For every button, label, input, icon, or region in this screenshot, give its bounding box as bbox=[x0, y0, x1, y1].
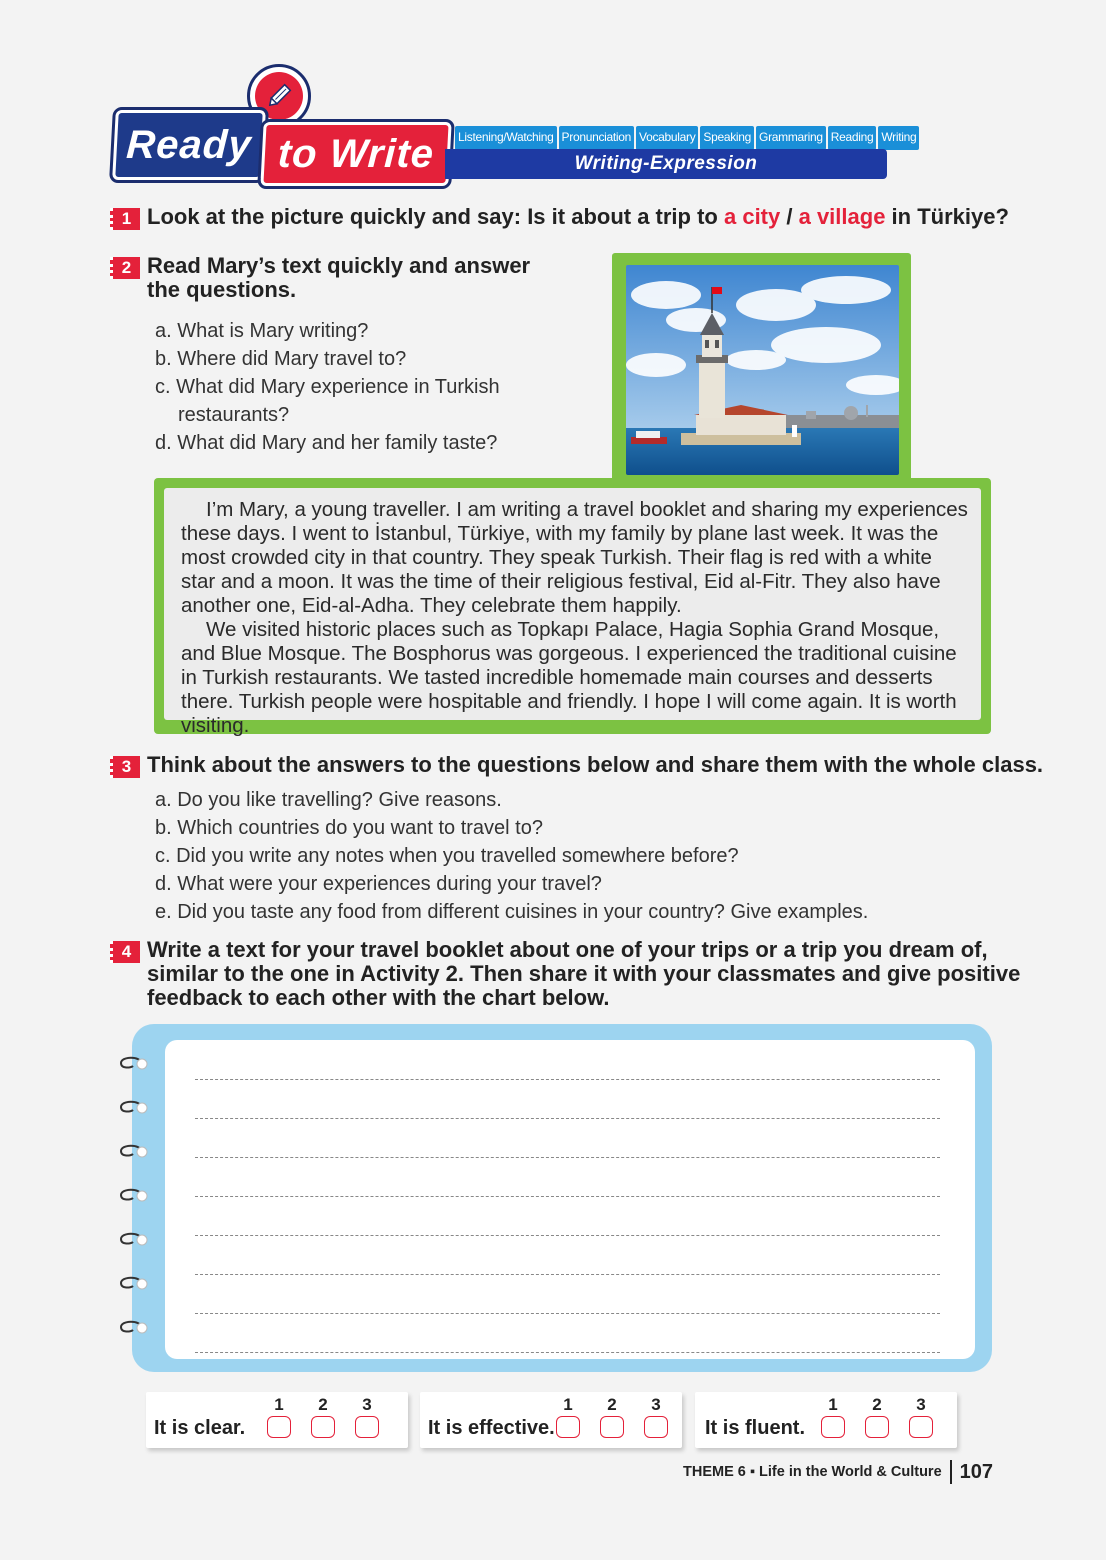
ready-to-write-banner bbox=[110, 62, 917, 192]
activity-2 bbox=[110, 254, 530, 302]
activity-2-line-1: Read Mary’s text quickly and answer bbox=[147, 253, 531, 278]
to-write-label: to Write bbox=[276, 131, 436, 176]
activity-number: 3 bbox=[110, 756, 140, 778]
rating-checkbox[interactable] bbox=[909, 1416, 933, 1438]
to-write-label-box bbox=[260, 122, 451, 186]
activity-number: 4 bbox=[110, 941, 140, 963]
activity-3-questions bbox=[155, 786, 868, 926]
maidens-tower-photo bbox=[626, 265, 899, 475]
activity-2-line-2: the questions. bbox=[147, 277, 297, 302]
section-subtitle: Writing-Expression bbox=[574, 153, 758, 174]
activity-number: 1 bbox=[110, 208, 140, 230]
pencil-icon bbox=[264, 81, 294, 111]
spiral-ring-icon bbox=[117, 1142, 149, 1162]
writing-line bbox=[195, 1157, 940, 1158]
question-item: b. Which countries do you want to travel to? bbox=[155, 817, 543, 839]
spiral-ring-icon bbox=[117, 1318, 149, 1338]
activity-2-text bbox=[147, 254, 530, 302]
rating-number: 1 bbox=[563, 1395, 573, 1414]
question-item: e. Did you taste any food from different cuisines in your country? Give examples. bbox=[155, 901, 869, 923]
mary-text-paragraph-1: I’m Mary, a young traveller. I am writing a travel booklet and sharing my experiences these days. I went to İstanbul, Türkiye, with my family by plane last week. It was the most crowded city in that country. They speak Turkish. Their flag is red with a white star and a moon. It was the time of their religious festival, Eid al-Fitr. They also have another one, Eid-al-Adha. They celebrate them happily. bbox=[181, 498, 968, 617]
rating-checkbox[interactable] bbox=[821, 1416, 845, 1438]
spiral-ring-icon bbox=[117, 1098, 149, 1118]
spiral-ring-icon bbox=[117, 1186, 149, 1206]
activity-4 bbox=[110, 938, 1020, 1010]
writing-area[interactable] bbox=[165, 1040, 975, 1359]
rating-number: 2 bbox=[607, 1395, 617, 1414]
mary-text-box bbox=[164, 488, 981, 737]
spiral-ring-icon bbox=[117, 1230, 149, 1250]
ready-label: Ready bbox=[125, 122, 253, 167]
activity-number: 2 bbox=[110, 257, 140, 279]
writing-line bbox=[195, 1118, 940, 1119]
activity-1-prompt: Look at the picture quickly and say: Is it about a trip to bbox=[147, 204, 724, 229]
rating-card-clear bbox=[146, 1392, 408, 1448]
rating-label: It is effective. bbox=[428, 1417, 555, 1439]
rating-number: 3 bbox=[651, 1395, 661, 1414]
writing-line bbox=[195, 1352, 940, 1353]
activity-1-text bbox=[147, 205, 1009, 229]
rating-number: 3 bbox=[362, 1395, 372, 1414]
option-separator: / bbox=[780, 204, 799, 229]
option-a-city: a city bbox=[723, 204, 781, 229]
skill-grammaring: Grammaring bbox=[756, 126, 826, 150]
skill-writing: Writing bbox=[878, 126, 919, 150]
question-item: c. What did Mary experience in Turkish bbox=[155, 376, 500, 398]
question-item: restaurants? bbox=[178, 404, 290, 426]
rating-card-effective bbox=[420, 1392, 682, 1448]
skill-speaking: Speaking bbox=[700, 126, 754, 150]
rating-label: It is clear. bbox=[154, 1417, 246, 1439]
theme-label: THEME 6 ▪ Life in the World & Culture bbox=[683, 1464, 942, 1480]
rating-checkbox[interactable] bbox=[311, 1416, 335, 1438]
page-number: 107 bbox=[959, 1460, 994, 1483]
question-item: d. What were your experiences during your travel? bbox=[155, 873, 602, 895]
rating-checkbox[interactable] bbox=[556, 1416, 580, 1438]
skill-reading: Reading bbox=[828, 126, 877, 150]
rating-label: It is fluent. bbox=[705, 1417, 805, 1439]
question-item: a. What is Mary writing? bbox=[155, 320, 369, 342]
rating-checkbox[interactable] bbox=[600, 1416, 624, 1438]
writing-line bbox=[195, 1235, 940, 1236]
section-subtitle-bar bbox=[445, 149, 887, 179]
rating-number: 1 bbox=[828, 1395, 838, 1414]
rating-checkbox[interactable] bbox=[267, 1416, 291, 1438]
rating-card-fluent bbox=[695, 1392, 957, 1448]
activity-4-line-2: similar to the one in Activity 2. Then share it with your classmates and give positive bbox=[147, 961, 1021, 986]
rating-checkbox[interactable] bbox=[644, 1416, 668, 1438]
rating-number: 2 bbox=[872, 1395, 882, 1414]
skill-vocabulary: Vocabulary bbox=[636, 126, 698, 150]
page-footer bbox=[683, 1460, 993, 1484]
rating-number: 3 bbox=[916, 1395, 926, 1414]
activity-2-questions bbox=[155, 317, 500, 457]
activity-4-text bbox=[147, 938, 1020, 1010]
writing-line bbox=[195, 1196, 940, 1197]
rating-number: 2 bbox=[318, 1395, 328, 1414]
writing-line bbox=[195, 1274, 940, 1275]
option-a-village: a village bbox=[798, 204, 886, 229]
writing-line bbox=[195, 1079, 940, 1080]
skills-bar bbox=[455, 126, 919, 150]
rating-checkbox[interactable] bbox=[355, 1416, 379, 1438]
ready-label-box bbox=[112, 110, 266, 180]
activity-4-line-1: Write a text for your travel booklet about one of your trips or a trip you dream of, bbox=[147, 937, 988, 962]
activity-1 bbox=[110, 205, 1009, 230]
writing-line bbox=[195, 1313, 940, 1314]
activity-3 bbox=[110, 753, 1043, 778]
question-item: b. Where did Mary travel to? bbox=[155, 348, 407, 370]
skill-listening: Listening/Watching bbox=[455, 126, 557, 150]
spiral-ring-icon bbox=[117, 1054, 149, 1074]
rating-checkbox[interactable] bbox=[865, 1416, 889, 1438]
activity-4-line-3: feedback to each other with the chart below. bbox=[147, 985, 610, 1010]
question-item: c. Did you write any notes when you travelled somewhere before? bbox=[155, 845, 739, 867]
footer-divider bbox=[950, 1460, 952, 1484]
skill-pronunciation: Pronunciation bbox=[559, 126, 634, 150]
spiral-ring-icon bbox=[117, 1274, 149, 1294]
mary-text-paragraph-2: We visited historic places such as Topkapı Palace, Hagia Sophia Grand Mosque, and Blue Mosque. The Bosphorus was gorgeous. I experienced the traditional cuisine in Turkish restaurants. We tasted incredible homemade main courses and desserts there. Turkish people were hospitable and friendly. I hope I will come again. It is worth visiting. bbox=[181, 618, 957, 737]
question-item: a. Do you like travelling? Give reasons. bbox=[155, 789, 502, 811]
activity-1-prompt-end: in Türkiye? bbox=[885, 204, 1009, 229]
question-item: d. What did Mary and her family taste? bbox=[155, 432, 498, 454]
activity-3-text: Think about the answers to the questions below and share them with the whole class. bbox=[147, 752, 1044, 777]
rating-number: 1 bbox=[274, 1395, 284, 1414]
